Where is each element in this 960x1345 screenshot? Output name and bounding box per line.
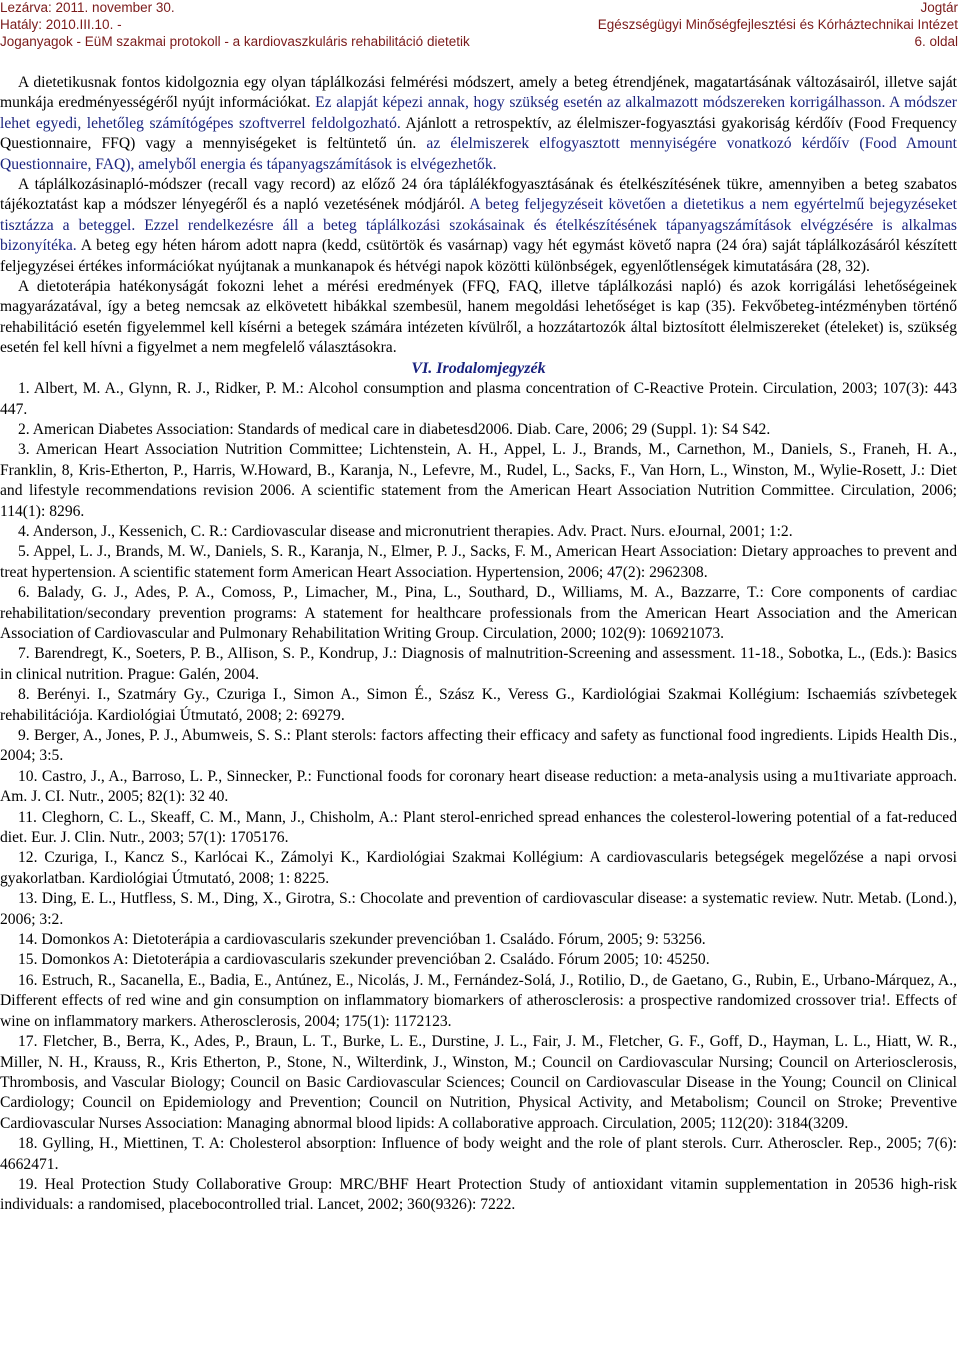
document-body: [0, 73, 957, 1216]
paragraph-1: [0, 73, 957, 175]
reference-item: 16. Estruch, R., Sacanella, E., Badia, E., Antúnez, E., Nicolás, J. M., Fernández-Solá, J., Rotilio, D., de Gaetano, G., Rubin, E., Urbano-Márquez, A., Different effects of red wine and gin consumption on inflammatory biomarkers of atherosclerosis: a prospective randomized crossover tria!. Effects of wine on inflammatory markers. Atherosclerosis, 2004; 175(1): 1172123.: [0, 971, 957, 1030]
page-number: 6. oldal: [914, 34, 958, 49]
section-title: VI. Irodalomjegyzék: [411, 359, 546, 377]
reference-item: 19. Heal Protection Study Collaborative Group: MRC/BHF Heart Protection Study of antioxidant vitamin supplementation in 20536 high-risk individuals: a randomised, placebocontrolled trial. Lancet, 2002; 360(9326): 7222.: [0, 1175, 957, 1214]
paragraph-2: [0, 175, 957, 277]
reference-item: 10. Castro, J., A., Barroso, L. P., Sinnecker, P.: Functional foods for coronary heart disease reduction: a meta-analysis using a mu1tivariate approach. Am. J. CI. Nutr., 2005; 82(1): 32 40.: [0, 767, 957, 806]
reference-item: 1. Albert, M. A., Glynn, R. J., Ridker, P. M.: Alcohol consumption and plasma concentration of C-Reactive Protein. Circulation, 2003; 107(3): 443 447.: [0, 380, 957, 418]
effective-date: Hatály: 2010.III.10. -: [0, 17, 122, 32]
reference-item: 11. Cleghorn, C. L., Skeaff, C. M., Mann, J., Chisholm, A.: Plant sterol-enriched spread enhances the colesterol-lowering potential of a fat-reduced diet. Eur. J. Clin. Nutr., 2003; 57(1): 1705176.: [0, 808, 957, 847]
header-row-1: [0, 0, 960, 17]
paragraph-2-black-2: A beteg egy héten három adott napra (kedd, csütörtök és vasárnap) vagy hét egymást követő napra (24 óra) saját táplálkozásáról készített feljegyzései értékes információkat nyújtanak a munkanapok és hétvégi napok közötti különbségek, egyenlőtlenségek kimutatására (28, 32).: [0, 237, 957, 275]
paragraph-3: [0, 277, 957, 359]
reference-item: 2. American Diabetes Association: Standards of medical care in diabetesd2006. Diab. Care, 2006; 29 (Suppl. 1): S4 S42.: [18, 420, 771, 438]
header-row-3: [0, 34, 960, 51]
reference-item: 14. Domonkos A: Dietoterápia a cardiovascularis szekunder prevencióban 1. Családo. Fórum, 2005; 9: 53256.: [18, 931, 706, 949]
document-path: Joganyagok - EüM szakmai protokoll - a kardiovaszkuláris rehabilitáció dietetik: [0, 34, 470, 49]
paragraph-1-blue: Ez alapját képezi annak, hogy szükség esetén az alkalmazott módszereken korrigálhasson. A módszer lehet egyedi, lehetőleg számítógépes szoftverrel feldolgozható.: [0, 94, 957, 132]
reference-item: 7. Barendregt, K., Soeters, P. B., AlIison, S. P., Kondrup, J.: Diagnosis of malnutrition-Screening and assessment. 11-18., Sobotka, L., (Eds.): Basics in clinical nutrition. Prague: Galén, 2004.: [0, 645, 957, 683]
paragraph-1-blue-2: az élelmiszerek elfogyasztott mennyiségére vonatkozó kérdőív (Food Amount Questionnaire, FAQ), amelyből energia és tápanyagszámítások is elvégezhetők.: [0, 135, 958, 173]
reference-item: 9. Berger, A., Jones, P. J., Abumweis, S. S.: Plant sterols: factors affecting their efficacy and safety as functional food ingredients. Lipids Health Dis., 2004; 3:5.: [0, 727, 957, 765]
reference-item: 17. Fletcher, B., Berra, K., Ades, P., Braun, L. T., Burke, L. E., Durstine, J. L., Fair, J. M., Fletcher, G. F., Goff, D., Hayman, L. L., Hiatt, W. R., Miller, N. H., Krauss, R., Kris Etherton, P., Stone, N., Wilterdink, J., Winston, M.; Council on Cardiovascular Nursing; Council on Arteriosclerosis, Thrombosis, and Vascular Biology; Council on Basic Cardiovascular Sciences; Council on Cardiovascular Disease in the Young; Council on Clinical Cardiology; Council on Epidemiology and Prevention; Council on Nutrition, Physical Activity, and Metabolism; Council on Stroke; Preventive Cardiovascular Nurses Association: Managing abnormal blood lipids: A collaborative approach. Circulation, 2005; 112(20): 3184(3209.: [0, 1033, 957, 1132]
header-row-2: [0, 17, 960, 34]
reference-item: 6. Balady, G. J., Ades, P. A., Comoss, P., Limacher, M., Pina, L., Southard, D., Williams, M. A., Bazzarre, T.: Core components of cardiac rehabilitation/secondary prevention programs: A statement for healthcare professionals from the American Heart Association and the American Association of Cardiovascular and Pulmonary Rehabilitation Writing Group. Circulation, 2000; 102(9): 106921073.: [0, 584, 957, 642]
paragraph-3-text: A dietoterápia hatékonyságát fokozni lehet a mérési eredmények (FFQ, FAQ, illetve táplálkozási napló) és azok korrigálási lehetőségeinek magyarázatával, így a beteg nemcsak az elkövetett hibákkal szembesül, hanem megoldási lehetőséget is kap (35). Fekvőbeteg-intézményben történő rehabilitáció esetén figyelemmel kell kísérni a betegek számára intézeten kívülről, a hozzátartozók által biztosított élelmiszereket (ételeket) is, szükség esetén fel kell hívni a figyelmet a nem megfelelő választásokra.: [0, 278, 957, 357]
paragraph-1-black: Ajánlott a retrospektív, az élelmiszer-fogyasztási gyakoriság kérdőív (Food Frequency Questionnaire, FFQ) vagy a mennyiségeket is feltüntető ún.: [0, 114, 957, 153]
paragraph-2-blue: A beteg feljegyzéseit követően a dietetikus a nem egyértelmű bejegyzéseket tisztázza a beteggel. Ezzel rendelkezésre áll a beteg táplálkozási szokásainak és ételkészítésének tápanyagszámítások elvégzésére is alkalmas bizonyítéka.: [0, 196, 957, 255]
page-header: [0, 0, 960, 51]
reference-list: [0, 379, 957, 1216]
reference-item: 18. Gylling, H., Miettinen, T. A: Cholesterol absorption: Influence of body weight and the role of plant sterols. Curr. Atheroscler. Rep., 2005; 7(6): 4662471.: [0, 1135, 957, 1173]
reference-item: 12. Czuriga, I., Kancz S., Karlócai K., Zámolyi K., Kardiológiai Szakmai Kollégium: A cardiovascularis betegségek megelőzése a napi orvosi gyakorlatban. Kardiológiai Útmutató, 2008; 1: 8225.: [0, 849, 957, 887]
paragraph-1-red: A dietetikusnak fontos kidolgoznia egy olyan táplálkozási felmérési módszert, amely a beteg étrendjének, magatartásának változásairól, illetve saját munkája eredményességéről nyújt információkat.: [0, 74, 957, 112]
closed-date: Lezárva: 2011. november 30.: [0, 0, 175, 15]
reference-item: 13. Ding, E. L., Hutfless, S. M., Ding, X., Girotra, S.: Chocolate and prevention of cardiovascular disease: a systematic review. Nutr. Metab. (Lond.), 2006; 3:2.: [0, 890, 957, 928]
jogtar-label: Jogtár: [920, 0, 958, 15]
reference-item: 5. Appel, L. J., Brands, M. W., Daniels, S. R., Karanja, N., Elmer, P. J., Sacks, F. M., American Heart Association: Dietary approaches to prevent and treat hypertension. A scientific statement form American Heart Association. Hypertension, 2006; 47(2): 2962308.: [0, 543, 957, 581]
institute-name: Egészségügyi Minőségfejlesztési és Kórháztechnikai Intézet: [597, 17, 958, 32]
reference-item: 8. Berényi. I., Szatmáry Gy., Czuriga I., Simon A., Simon É., Szász K., Veress G., Kardiológiai Szakmai Kollégium: Ischaemiás szívbetegek rehabilitációja. Kardiológiai Útmutató, 2008; 2: 69279.: [0, 686, 957, 724]
reference-item: 3. American Heart Association Nutrition Committee; Lichtenstein, A. H., Appel, L. J., Brands, M., Carnethon, M., Daniels, S., Franeh, H. A., Franklin, 8, Kris-Etherton, P., Harris, W.Howard, B., Karanja, N., Lefevre, M., Rudel, L., Sacks, F., Van Horn, L., Winston, M., Wylie-Rosett, J.: Diet and lifestyle recommendations revision 2006. A scientific statement from the American Heart Association Nutrition Committee. Circulation, 2006; 114(1): 8296.: [0, 441, 957, 520]
reference-item: 15. Domonkos A: Dietoterápia a cardiovascularis szekunder prevencióban 2. Családo. Fórum 2005; 10: 45250.: [18, 951, 710, 969]
paragraph-2-black: A táplálkozásinapló-módszer (recall vagy record) az előző 24 óra táplálékfogyasztásának és ételkészítésének tükre, amennyiben a beteg szabatos tájékoztatást kap a módszer lényegéről és a napló vezetésének módjáról.: [0, 176, 957, 214]
reference-item: 4. Anderson, J., Kessenich, C. R.: Cardiovascular disease and micronutrient therapies. Adv. Pract. Nurs. eJournal, 2001; 1:2.: [18, 522, 793, 540]
